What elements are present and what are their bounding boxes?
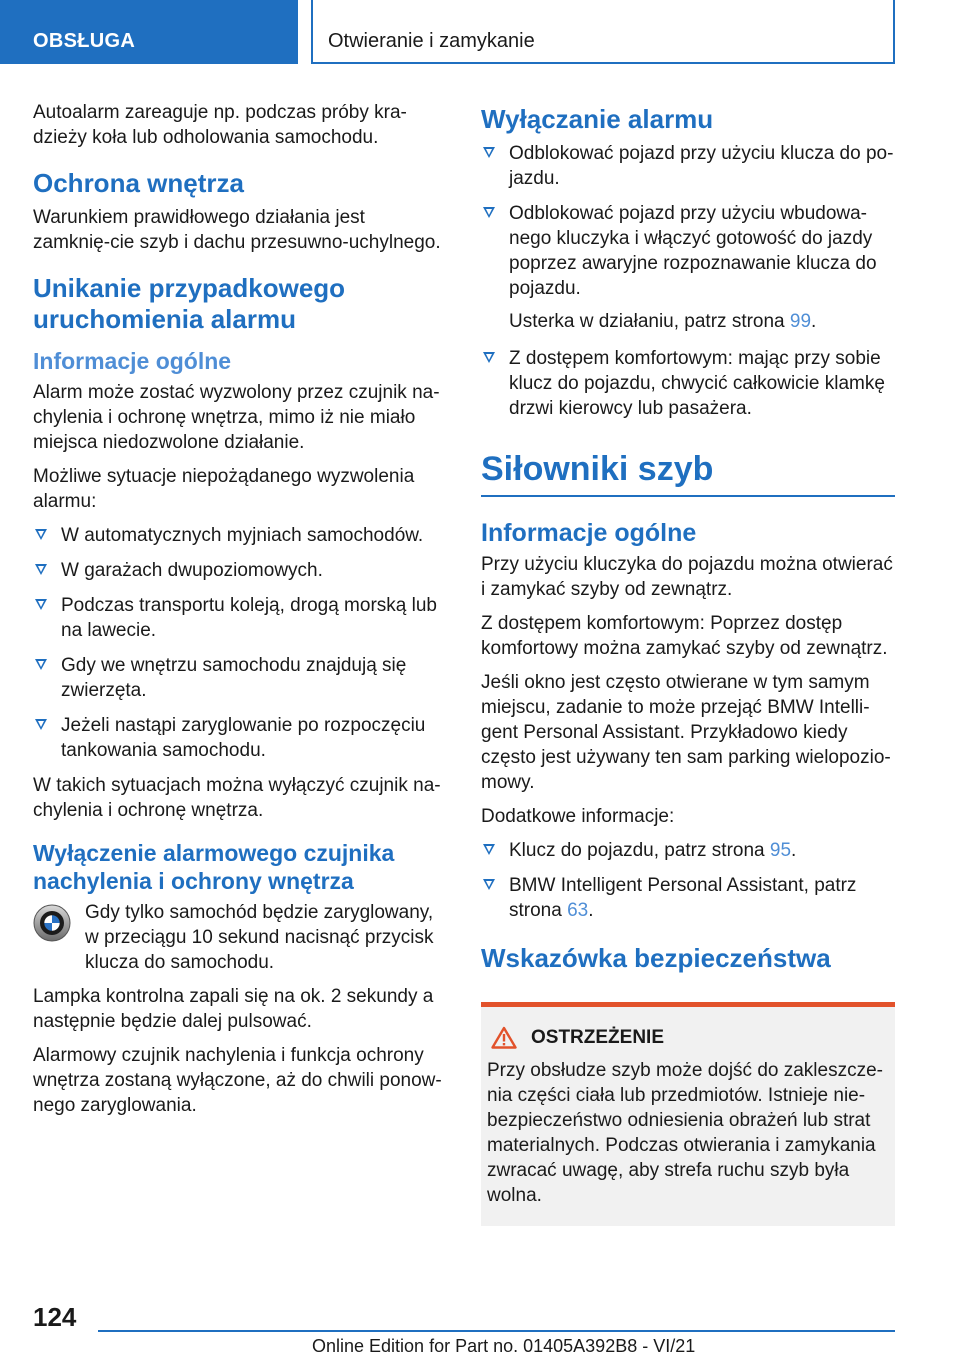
malfunction-reference: Usterka w działaniu, patrz strona 99. (509, 311, 817, 332)
key-instruction (33, 900, 445, 975)
footer-edition: Online Edition for Part no. 01405A392B8 - VI/21 (312, 1336, 696, 1356)
triangle-bullet-icon (483, 879, 495, 890)
triangle-bullet-icon (483, 844, 495, 855)
heading-window-actuators: Siłowniki szyb (481, 449, 895, 497)
triangle-bullet-icon (35, 529, 47, 540)
triangle-bullet-icon (483, 352, 495, 363)
windows-paragraph-3: Jeśli okno jest często otwierane w tym samym miejscu, zadanie to może przejąć BMW Intelli-gent Personal Assistant. Przykładowo kiedy często jest używany ten sam parking wielopozio-mowy. (481, 672, 891, 793)
header-section-tab (0, 0, 298, 64)
page-number: 124 (33, 1302, 77, 1332)
triangle-bullet-icon (483, 207, 495, 218)
list-item: W garażach dwupoziomowych. (33, 558, 445, 583)
list-item: Odblokować pojazd przy użyciu klucza do po-jazdu. (481, 141, 895, 191)
general-paragraph-1: Alarm może zostać wyzwolony przez czujnik na-chylenia i ochronę wnętrza, mimo iż nie miało miejsca niedozwolone działanie. (33, 382, 440, 453)
warning-title: OSTRZEŻENIE (487, 1025, 885, 1050)
heading-avoid-false-alarm: Unikanie przypadkowego uruchomienia alarmu (33, 273, 346, 334)
windows-paragraph-4: Dodatkowe informacje: (481, 806, 675, 827)
list-item: Podczas transportu koleją, drogą morską lub na lawecie. (33, 593, 445, 643)
heading-disable-sensor: Wyłączenie alarmowego czujnika nachylenia i ochrony wnętrza (33, 840, 395, 894)
warning-box (481, 1002, 895, 1226)
heading-interior-protection: Ochrona wnętrza (33, 168, 244, 198)
heading-general-info-right: Informacje ogólne (481, 519, 697, 547)
windows-paragraph-2: Z dostępem komfortowym: Poprzez dostęp komfortowy można zamykać szyby od zewnątrz. (481, 613, 888, 659)
list-item: Klucz do pojazdu, patrz strona 95. (481, 838, 895, 863)
false-alarm-list (33, 523, 445, 763)
more-info-list (481, 838, 895, 923)
heading-general-info-left: Informacje ogólne (33, 348, 232, 374)
windows-paragraph-1: Przy użyciu kluczyka do pojazdu można otwierać i zamykać szyby od zewnątrz. (481, 554, 893, 600)
alarm-off-list (481, 141, 895, 301)
list-item: Jeżeli nastąpi zaryglowanie po rozpoczęciu tankowania samochodu. (33, 713, 445, 763)
right-column (481, 100, 895, 1226)
heading-safety-notice: Wskazówka bezpieczeństwa (481, 943, 831, 973)
alarm-off-list-2 (481, 346, 895, 421)
header-section-label: OBSŁUGA (33, 30, 136, 52)
heading-alarm-off: Wyłączanie alarmu (481, 104, 714, 134)
triangle-bullet-icon (35, 659, 47, 670)
triangle-bullet-icon (35, 564, 47, 575)
header-chapter-label: Otwieranie i zamykanie (328, 30, 535, 52)
warning-text: Przy obsłudze szyb może dojść do zakleszcze-nia części ciała lub przedmiotów. Istnieje nie-bezpieczeństwo odniesienia obrażeń lub strat materialnych. Podczas otwierania i zamykania zwracać uwagę, aby strefa ruchu szyb była wolna. (487, 1060, 883, 1206)
left-column (33, 100, 445, 1127)
header-chapter-box (311, 0, 895, 64)
triangle-bullet-icon (35, 599, 47, 610)
list-item: BMW Intelligent Personal Assistant, patrz strona 63. (481, 873, 895, 923)
list-item: Gdy we wnętrzu samochodu znajdują się zwierzęta. (33, 653, 445, 703)
list-item: Odblokować pojazd przy użyciu wbudowa-nego kluczyka i włączyć gotowość do jazdy poprzez awaryjne rozpoznawanie klucza do pojazdu. (481, 201, 895, 301)
interior-paragraph: Warunkiem prawidłowego działania jest zamknię-cie szyb i dachu przesuwno-uchylnego. (33, 207, 441, 253)
warning-triangle-icon (491, 1026, 517, 1049)
lamp-paragraph: Lampka kontrolna zapali się na ok. 2 sekundy a następnie będzie dalej pulsować. (33, 986, 434, 1032)
car-key-icon (33, 904, 71, 942)
page-link-95[interactable]: 95 (769, 840, 792, 861)
list-item: W automatycznych myjniach samochodów. (33, 523, 445, 548)
page-link-63[interactable]: 63 (567, 900, 589, 921)
sensor-paragraph: Alarmowy czujnik nachylenia i funkcja ochrony wnętrza zostaną wyłączone, aż do chwili ponow-nego zaryglowania. (33, 1045, 442, 1116)
list-item: Z dostępem komfortowym: mając przy sobie klucz do pojazdu, chwycić całkowicie klamkę drzwi kierowcy lub pasażera. (481, 346, 895, 421)
page-link-99[interactable]: 99 (789, 311, 812, 332)
key-instruction-text: Gdy tylko samochód będzie zaryglowany, w przeciągu 10 sekund nacisnąć przycisk klucza do samochodu. (85, 902, 434, 973)
general-paragraph-3: W takich sytuacjach można wyłączyć czujnik na-chylenia i ochronę wnętrza. (33, 775, 441, 821)
triangle-bullet-icon (35, 719, 47, 730)
general-paragraph-2: Możliwe sytuacje niepożądanego wyzwolenia alarmu: (33, 466, 415, 512)
triangle-bullet-icon (483, 147, 495, 158)
footer-rule (98, 1330, 895, 1332)
intro-paragraph: Autoalarm zareaguje np. podczas próby kra-dzieży koła lub odholowania samochodu. (33, 102, 407, 148)
